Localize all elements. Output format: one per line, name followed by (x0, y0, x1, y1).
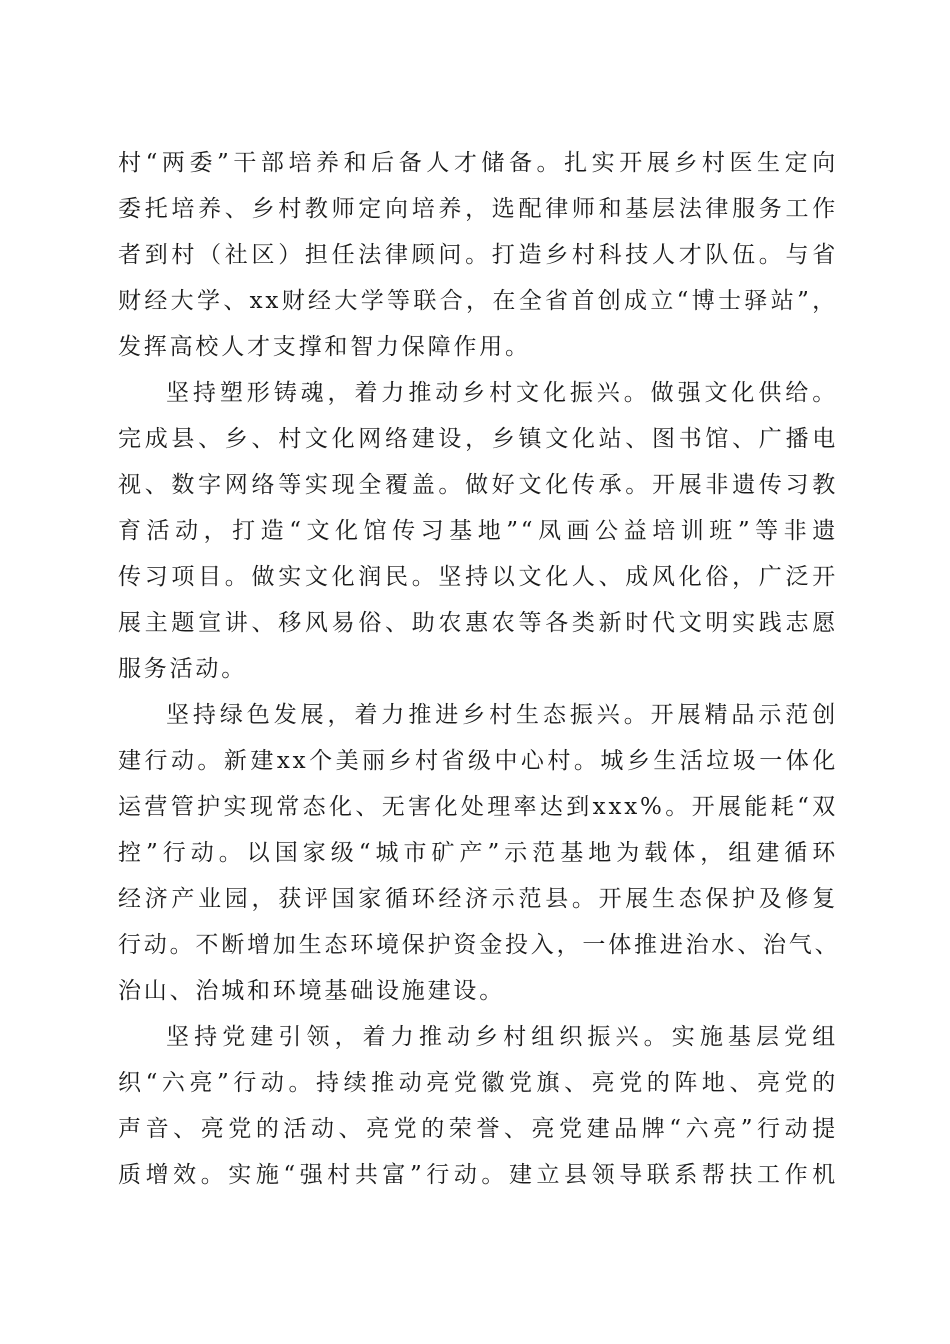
text-line: 控”行动。以国家级“城市矿产”示范基地为载体，组建循环 (118, 840, 838, 866)
text-line: 展主题宣讲、移风易俗、助农惠农等各类新时代文明实践志愿 (118, 610, 838, 636)
text-line: 服务活动。 (118, 656, 247, 682)
text-line: 质增效。实施“强村共富”行动。建立县领导联系帮扶工作机 (118, 1162, 838, 1188)
text-line: 行动。不断增加生态环境保护资金投入，一体推进治水、治气、 (118, 932, 841, 958)
paragraph-ecology (118, 692, 841, 1014)
text-line: 完成县、乡、村文化网络建设，乡镇文化站、图书馆、广播电 (118, 426, 838, 452)
text-line: 织“六亮”行动。持续推动亮党徽党旗、亮党的阵地、亮党的 (118, 1070, 838, 1096)
text-line: 坚持塑形铸魂，着力推动乡村文化振兴。做强文化供给。 (166, 380, 838, 406)
text-line: 坚持党建引领，着力推动乡村组织振兴。实施基层党组 (166, 1024, 838, 1050)
text-line: 视、数字网络等实现全覆盖。做好文化传承。开展非遗传习教 (118, 472, 838, 498)
text-line: 育活动，打造“文化馆传习基地”“凤画公益培训班”等非遗 (118, 518, 838, 544)
text-line: 发挥高校人才支撑和智力保障作用。 (118, 334, 531, 360)
paragraph-talent (118, 140, 838, 370)
paragraph-organization (118, 1014, 838, 1198)
text-line: 者到村（社区）担任法律顾问。打造乡村科技人才队伍。与省 (118, 242, 838, 268)
text-line: 运营管护实现常态化、无害化处理率达到xxx%。开展能耗“双 (118, 794, 838, 820)
text-line: 治山、治城和环境基础设施建设。 (118, 978, 505, 1004)
text-line: 经济产业园，获评国家循环经济示范县。开展生态保护及修复 (118, 886, 838, 912)
text-line: 村“两委”干部培养和后备人才储备。扎实开展乡村医生定向 (118, 150, 838, 176)
text-line: 坚持绿色发展，着力推进乡村生态振兴。开展精品示范创 (166, 702, 838, 728)
document-body (118, 140, 841, 1198)
text-line: 传习项目。做实文化润民。坚持以文化人、成风化俗，广泛开 (118, 564, 838, 590)
text-line: 建行动。新建xx个美丽乡村省级中心村。城乡生活垃圾一体化 (118, 748, 838, 774)
paragraph-culture (118, 370, 838, 692)
text-line: 委托培养、乡村教师定向培养，选配律师和基层法律服务工作 (118, 196, 838, 222)
text-line: 声音、亮党的活动、亮党的荣誉、亮党建品牌“六亮”行动提 (118, 1116, 838, 1142)
text-line: 财经大学、xx财经大学等联合，在全省首创成立“博士驿站”， (118, 288, 838, 314)
